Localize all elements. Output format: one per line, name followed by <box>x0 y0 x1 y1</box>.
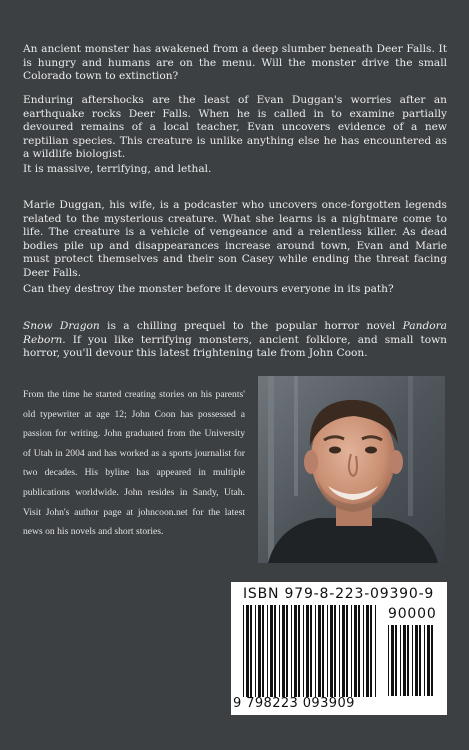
author-bio: From the time he started creating stories on his parents' old typewriter at age 12; John Coon has possessed a passion for writing. John graduated from the University of Utah in 2004 and has worked as a sports journalist for two decades. His byline has appeared in multiple publications worldwide. John resides in Sandy, Utah. Visit John's author page at johncoon.net for the latest news on his novels and short stories. <box>23 389 245 538</box>
isbn-barcode <box>231 582 447 715</box>
related-book-title: Pandora Reborn <box>23 320 447 346</box>
blurb-paragraph-6 <box>23 320 447 361</box>
author-photo <box>258 376 445 563</box>
price-code: 90000 <box>388 606 437 622</box>
barcode-digits: 9 798223 093909 <box>233 696 355 711</box>
book-title: Snow Dragon <box>23 320 100 332</box>
blurb-paragraph-1: An ancient monster has awakened from a deep slumber beneath Deer Falls. It is hungry and humans are on the menu. Will the monster drive the small Colorado town to extinction? <box>23 43 447 83</box>
blurb-paragraph-3: It is massive, terrifying, and lethal. <box>23 163 212 175</box>
blurb-paragraph-2: Enduring aftershocks are the least of Evan Duggan's worries after an earthquake rocks Deer Falls. When he is called in to examine partially devoured remains of a local teacher, Evan uncovers evidence of a new reptilian species. This creature is unlike anything else he has encountered as a wildlife biologist. <box>23 94 447 161</box>
blurb-paragraph-6-text-b: . If you like terrifying monsters, ancient folklore, and small town horror, you'll devour this latest frightening tale from John Coon. <box>23 333 447 360</box>
barcode-addon-bars <box>388 625 436 696</box>
blurb-paragraph-5: Can they destroy the monster before it devours everyone in its path? <box>23 283 394 295</box>
isbn-label: ISBN 979-8-223-09390-9 <box>243 586 435 602</box>
blurb-paragraph-6-text-a: is a chilling prequel to the popular horror novel <box>99 320 403 332</box>
blurb-paragraph-4: Marie Duggan, his wife, is a podcaster who uncovers once-forgotten legends related to the mysterious creature. What she learns is a nightmare come to life. The creature is a vehicle of vengeance and a relentless killer. As dead bodies pile up and disappearances increase around town, Evan and Marie must protect themselves and their son Casey while ending the threat facing Deer Falls. <box>23 199 447 279</box>
author-portrait-illustration <box>258 376 445 563</box>
barcode-bars <box>243 605 379 697</box>
